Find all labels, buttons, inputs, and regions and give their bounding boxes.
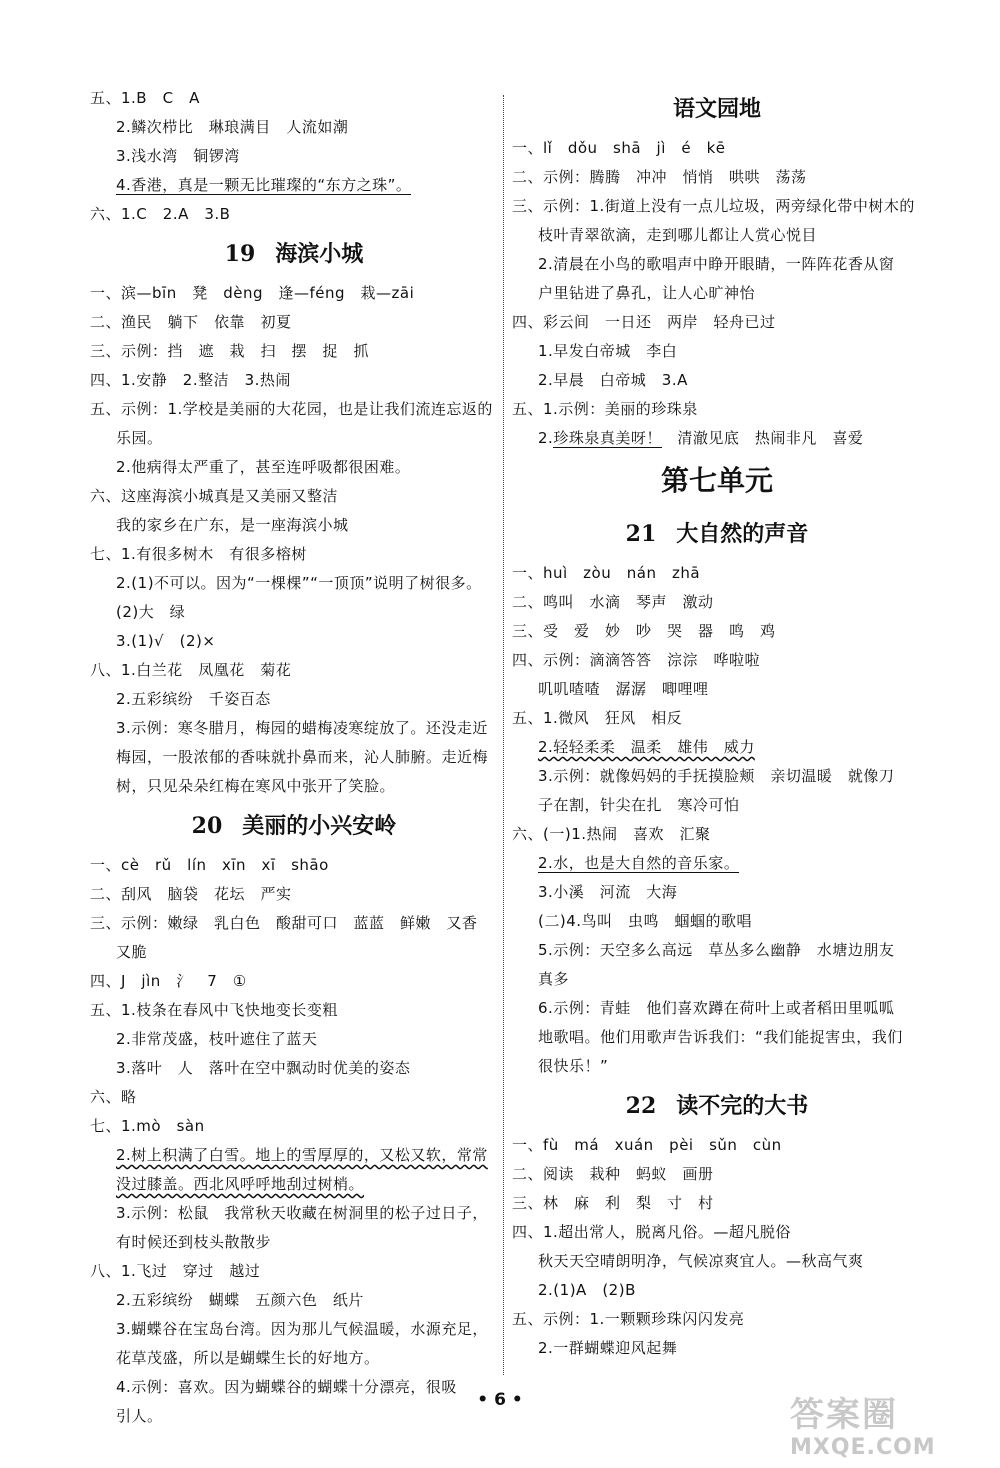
lesson-heading: [90, 801, 498, 851]
answer-line: [90, 453, 498, 482]
answer-line: [90, 569, 498, 598]
answer-text: 6.示例：青蛙 他们喜欢蹲在荷叶上或者稻田里呱呱: [538, 999, 895, 1017]
answer-line: [512, 1023, 922, 1052]
answer-text: 3.蝴蝶谷在宝岛台湾。因为那儿气候温暖，水源充足，: [116, 1320, 488, 1338]
answer-line: [90, 743, 498, 772]
answer-text: 2.(1)不可以。因为“一棵棵”“一顶顶”说明了树很多。: [116, 574, 482, 592]
answer-text: 树，只见朵朵红梅在寒风中张开了笑脸。: [116, 777, 396, 795]
answer-text: 四、J jìn 氵 7 ①: [90, 972, 247, 990]
answer-line: [90, 1344, 498, 1373]
answer-text: 四、彩云间 一日还 两岸 轻舟已过: [512, 313, 776, 331]
answer-text: 引人。: [116, 1407, 163, 1425]
answer-line: [512, 250, 922, 279]
answer-line: [90, 851, 498, 880]
underlined-phrase: 珍珠泉真美呀！: [553, 429, 662, 447]
answer-line: [512, 878, 922, 907]
answer-line: [90, 366, 498, 395]
answer-line: [512, 163, 922, 192]
answer-line: [90, 1025, 498, 1054]
left-column: [90, 84, 498, 1431]
answer-text: 真多: [538, 970, 570, 988]
answer-line: [90, 424, 498, 453]
answer-text: 2.树上积满了白雪。地上的雪厚厚的，又松又软，常常: [116, 1146, 488, 1164]
answer-line: [512, 849, 922, 878]
answer-text: 一、滨—bīn 凳 dèng 逢—féng 栽—zāi: [90, 284, 415, 302]
answer-line: [512, 1305, 922, 1334]
lesson-title: 大自然的声音: [676, 521, 809, 547]
answer-text: 花草茂盛，所以是蝴蝶生长的好地方。: [116, 1349, 380, 1367]
answer-text: 一、huì zòu nán zhā: [512, 564, 701, 582]
answer-text: (2)大 绿: [116, 603, 186, 621]
answer-text: 2.水，也是大自然的音乐家。: [538, 854, 740, 872]
answer-line: [90, 279, 498, 308]
answer-text: 三、示例：挡 遮 栽 扫 摆 捉 抓: [90, 342, 370, 360]
answer-text: 六、1.C 2.A 3.B: [90, 205, 231, 223]
answer-line: [512, 1334, 922, 1363]
lesson-heading: [90, 229, 498, 279]
answer-text: 我的家乡在广东，是一座海滨小城: [116, 516, 349, 534]
answer-line: [90, 1170, 498, 1199]
answer-line: [512, 279, 922, 308]
answer-line: [512, 1276, 922, 1305]
answer-line: [90, 1054, 498, 1083]
answer-line: [512, 134, 922, 163]
answer-text: 2.(1)A (2)B: [538, 1281, 636, 1299]
answer-text: 2.五彩缤纷 蝴蝶 五颜六色 纸片: [116, 1291, 364, 1309]
lesson-number: 22: [625, 1093, 657, 1119]
answer-line: [90, 1112, 498, 1141]
answer-line: [90, 685, 498, 714]
lesson-number: 21: [625, 521, 657, 547]
answer-text: 五、1.B C A: [90, 89, 200, 107]
answer-line: [512, 617, 922, 646]
answer-line: [90, 714, 498, 743]
answer-text: 5.示例：天空多么高远 草丛多么幽静 水塘边朋友: [538, 941, 895, 959]
answer-text: 五、1.示例：美丽的珍珠泉: [512, 400, 698, 418]
answer-text: 七、1.mò sàn: [90, 1117, 205, 1135]
answer-line: [90, 1141, 498, 1170]
answer-text: 一、fù má xuán pèi sǔn cùn: [512, 1136, 782, 1154]
answer-line: [512, 308, 922, 337]
answer-text: 三、受 爱 妙 吵 哭 器 鸣 鸡: [512, 622, 776, 640]
answer-text: 五、示例：1.学校是美丽的大花园，也是让我们流连忘返的: [90, 400, 493, 418]
answer-text: 二、鸣叫 水滴 琴声 激动: [512, 593, 714, 611]
answer-line: [512, 221, 922, 250]
lesson-number: 20: [191, 813, 223, 839]
answer-line: [512, 704, 922, 733]
answer-line: [90, 880, 498, 909]
answer-text: 户里钻进了鼻孔，让人心旷神怡: [538, 284, 756, 302]
answer-line: [90, 1228, 498, 1257]
answer-line: [90, 627, 498, 656]
answer-text: 四、1.安静 2.整洁 3.热闹: [90, 371, 291, 389]
lesson-title: 美丽的小兴安岭: [242, 813, 397, 839]
answer-line: [90, 395, 498, 424]
answer-line: [90, 1286, 498, 1315]
answer-text: 八、1.白兰花 凤凰花 菊花: [90, 661, 292, 679]
answer-line: [512, 646, 922, 675]
answer-text: 3.示例：松鼠 我常秋天收藏在树洞里的松子过日子，: [116, 1204, 488, 1222]
answer-text: 六、(一)1.热闹 喜欢 汇聚: [512, 825, 711, 843]
unit-heading: 第七单元: [660, 464, 773, 497]
answer-text: 五、示例：1.一颗颗珍珠闪闪发亮: [512, 1310, 745, 1328]
answer-text: 子在割，针尖在扎 寒冷可怕: [538, 796, 740, 814]
answer-line: [512, 994, 922, 1023]
answer-line: [512, 559, 922, 588]
answer-text: 3.落叶 人 落叶在空中飘动时优美的姿态: [116, 1059, 411, 1077]
watermark-text: 答案圈: [790, 1395, 898, 1435]
answer-text: 2.一群蝴蝶迎风起舞: [538, 1339, 678, 1357]
answer-line: [90, 1315, 498, 1344]
answer-line: [90, 656, 498, 685]
answer-text: 四、示例：滴滴答答 淙淙 哗啦啦: [512, 651, 761, 669]
answer-text: 2.五彩缤纷 千姿百态: [116, 690, 271, 708]
answer-text: 六、这座海滨小城真是又美丽又整洁: [90, 487, 339, 505]
answer-text: 3.示例：寒冬腊月，梅园的蜡梅凌寒绽放了。还没走近: [116, 719, 488, 737]
answer-text: 四、1.超出常人，脱离凡俗。—超凡脱俗: [512, 1223, 791, 1241]
answer-text: 地歌唱。他们用歌声告诉我们：“我们能捉害虫，我们: [538, 1028, 903, 1046]
answer-text: 一、cè rǔ lín xīn xī shāo: [90, 856, 329, 874]
answer-line: [90, 598, 498, 627]
answer-text: 2.他病得太严重了，甚至连呼吸都很困难。: [116, 458, 411, 476]
answer-line: [512, 1131, 922, 1160]
answer-line: [512, 820, 922, 849]
answer-text: 六、略: [90, 1088, 137, 1106]
answer-text: 很快乐！”: [538, 1057, 609, 1075]
answer-text: 二、刮风 脑袋 花坛 严实: [90, 885, 292, 903]
answer-text: 一、lǐ dǒu shā jì é kē: [512, 139, 726, 157]
answer-text: 梅园，一股浓郁的香味就扑鼻而来，沁人肺腑。走近梅: [116, 748, 489, 766]
answer-text: 五、1.微风 狂风 相反: [512, 709, 683, 727]
answer-line: [90, 84, 498, 113]
answer-line: [90, 909, 498, 938]
column-divider: [503, 95, 504, 1375]
answer-text: 3.(1)√ (2)×: [116, 632, 216, 650]
answer-text: 2.轻轻柔柔 温柔 雄伟 威力: [538, 738, 755, 756]
answer-text: 3.小溪 河流 大海: [538, 883, 678, 901]
answer-text: 3.示例：就像妈妈的手抚摸脸颊 亲切温暖 就像刀: [538, 767, 895, 785]
answer-text: 二、阅读 栽种 蚂蚁 画册: [512, 1165, 714, 1183]
answer-text: 2.非常茂盛，枝叶遮住了蓝天: [116, 1030, 318, 1048]
answer-text: 三、林 麻 利 梨 寸 村: [512, 1194, 714, 1212]
answer-text: 2.清晨在小鸟的歌唱声中睁开眼睛，一阵阵花香从窗: [538, 255, 895, 273]
answer-text: 2.早晨 白帝城 3.A: [538, 371, 688, 389]
answer-line: [90, 171, 498, 200]
answer-line: [90, 142, 498, 171]
answer-line: [90, 938, 498, 967]
lesson-number: 19: [224, 241, 256, 267]
answer-line: [90, 200, 498, 229]
answer-text: 二、渔民 躺下 依靠 初夏: [90, 313, 292, 331]
lesson-heading: [512, 509, 922, 559]
watermark-logo: [790, 1395, 990, 1463]
answer-text: 4.示例：喜欢。因为蝴蝶谷的蝴蝶十分漂亮，很吸: [116, 1378, 457, 1396]
answer-line: [512, 965, 922, 994]
answer-line: [512, 588, 922, 617]
answer-line: [90, 308, 498, 337]
answer-text: 1.早发白帝城 李白: [538, 342, 678, 360]
answer-line: [512, 424, 922, 453]
answer-line: [90, 113, 498, 142]
lesson-title: 读不完的大书: [676, 1093, 809, 1119]
answer-line: [512, 675, 922, 704]
right-column: [512, 84, 922, 1363]
page-number: • 6 •: [477, 1390, 523, 1410]
lesson-title: 海滨小城: [275, 241, 364, 267]
answer-text: 2.鳞次栉比 琳琅满目 人流如潮: [116, 118, 349, 136]
answer-line: [90, 1199, 498, 1228]
answer-text: 七、1.有很多树木 有很多榕树: [90, 545, 307, 563]
answer-text: 三、示例：1.街道上没有一点儿垃圾，两旁绿化带中树木的: [512, 197, 915, 215]
answer-line: [512, 192, 922, 221]
answer-text: 有时候还到枝头散散步: [116, 1233, 272, 1251]
answer-text: (二)4.鸟叫 虫鸣 蝈蝈的歌唱: [538, 912, 753, 930]
answer-line: [512, 733, 922, 762]
answer-text: 乐园。: [116, 429, 163, 447]
answer-line: [90, 1083, 498, 1112]
watermark-url: MXQE.COM: [790, 1435, 936, 1460]
answer-text: 3.浅水湾 铜锣湾: [116, 147, 240, 165]
answer-line: [512, 907, 922, 936]
answer-line: [512, 762, 922, 791]
answer-line: [90, 996, 498, 1025]
lesson-heading: [512, 84, 922, 134]
answer-line: [512, 1247, 922, 1276]
answer-line: [90, 1257, 498, 1286]
answer-line: [512, 791, 922, 820]
lesson-heading: [512, 1081, 922, 1131]
answer-line: [90, 540, 498, 569]
answer-text: 二、示例：腾腾 冲冲 悄悄 哄哄 荡荡: [512, 168, 807, 186]
answer-line: [512, 337, 922, 366]
answer-line: [512, 1052, 922, 1081]
answer-text: 又脆: [116, 943, 148, 961]
answer-line: [512, 366, 922, 395]
answer-line: [512, 1189, 922, 1218]
answer-text: 2.珍珠泉真美呀！ 清澈见底 热闹非凡 喜爱: [538, 429, 864, 447]
answer-text: 4.香港，真是一颗无比璀璨的“东方之珠”。: [116, 176, 412, 194]
answer-line: [512, 936, 922, 965]
answer-line: [512, 1160, 922, 1189]
answer-text: 没过膝盖。西北风呼呼地刮过树梢。: [116, 1175, 365, 1193]
lesson-title: 语文园地: [672, 96, 761, 122]
answer-text: 秋天天空晴朗明净，气候凉爽宜人。—秋高气爽: [538, 1252, 864, 1270]
answer-text: 枝叶青翠欲滴，走到哪儿都让人赏心悦目: [538, 226, 818, 244]
answer-text: 八、1.飞过 穿过 越过: [90, 1262, 261, 1280]
answer-line: [512, 1218, 922, 1247]
answer-line: [90, 337, 498, 366]
answer-text: 三、示例：嫩绿 乳白色 酸甜可口 蓝蓝 鲜嫩 又香: [90, 914, 478, 932]
answer-line: [90, 967, 498, 996]
answer-line: [90, 511, 498, 540]
answer-text: 五、1.枝条在春风中飞快地变长变粗: [90, 1001, 338, 1019]
answer-line: [90, 772, 498, 801]
answer-text: 叽叽喳喳 潺潺 唧哩哩: [538, 680, 709, 698]
answer-line: [512, 395, 922, 424]
answer-line: [90, 482, 498, 511]
